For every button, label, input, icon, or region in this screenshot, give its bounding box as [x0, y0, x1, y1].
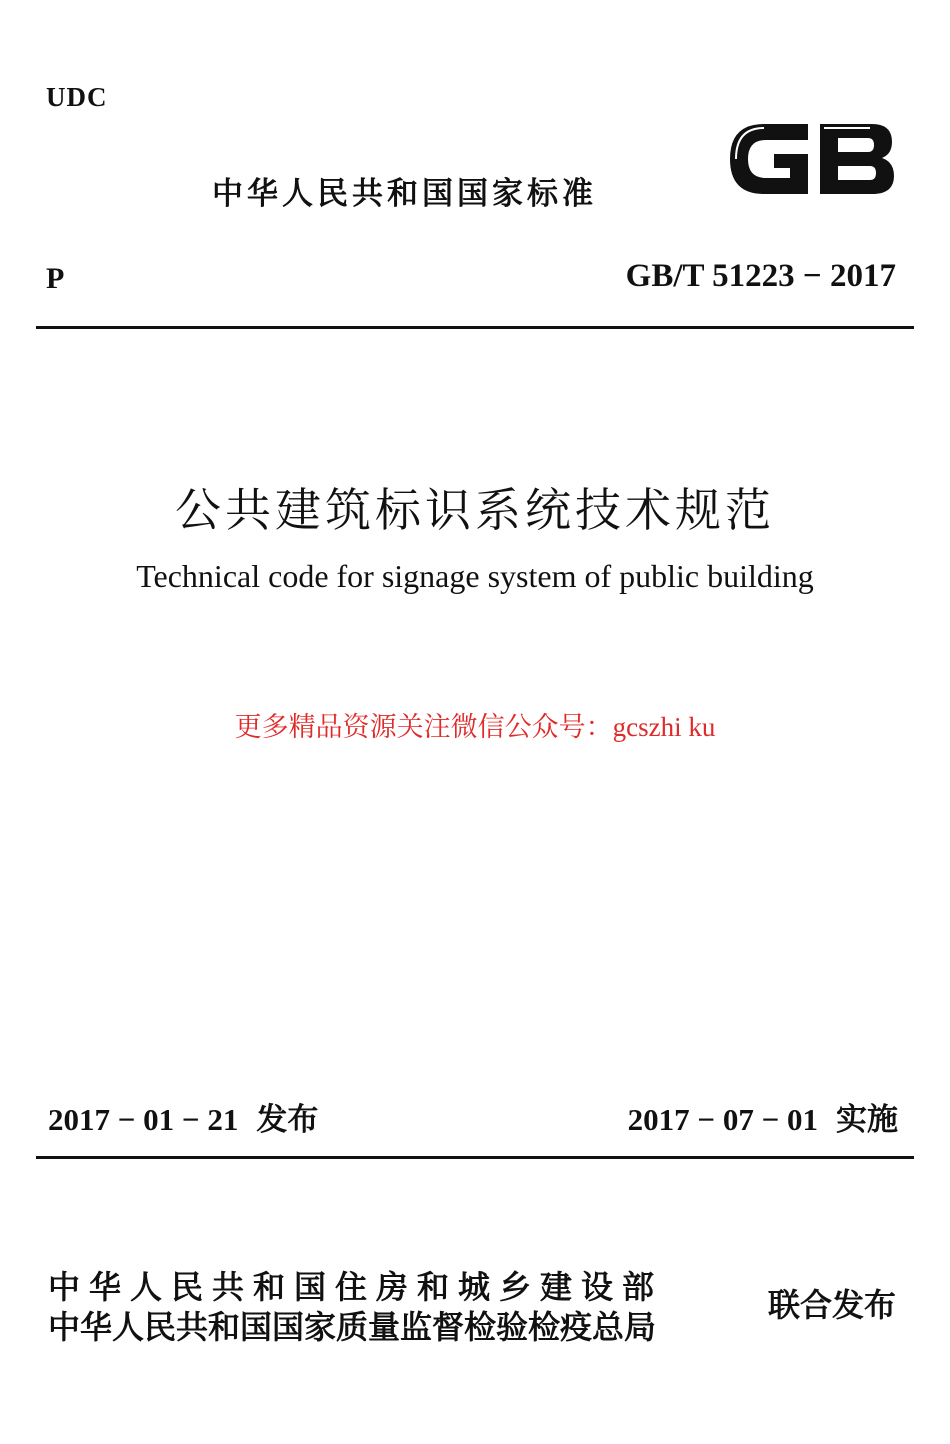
implement-date-line	[628, 1094, 898, 1139]
header-divider	[36, 326, 914, 329]
implement-label: 实施	[836, 1102, 898, 1138]
implement-date: 2017 − 07 − 01	[627, 1102, 818, 1137]
issuer-aqsiq: 中华人民共和国国家质量监督检验检疫总局	[48, 1308, 657, 1346]
standard-type: 中华人民共和国国家标准	[212, 176, 597, 212]
gb-logo-icon	[724, 112, 898, 206]
title-english: Technical code for signage system of public building	[136, 558, 814, 594]
footer-divider	[36, 1156, 914, 1159]
title-chinese: 公共建筑标识系统技术规范	[175, 483, 775, 537]
issue-label: 发布	[256, 1102, 319, 1138]
promo-text: 更多精品资源关注微信公众号：gcszhi ku	[234, 712, 716, 742]
classification-letter: P	[46, 262, 65, 295]
issuer-ministry: 中华人民共和国住房和城乡建设部	[48, 1268, 664, 1306]
joint-issue-label: 联合发布	[767, 1286, 896, 1324]
issue-date-line	[48, 1094, 318, 1139]
issue-date: 2017 − 01 − 21	[48, 1102, 239, 1137]
standard-number: GB/T 51223 − 2017	[625, 258, 896, 294]
udc-label: UDC	[46, 82, 108, 112]
